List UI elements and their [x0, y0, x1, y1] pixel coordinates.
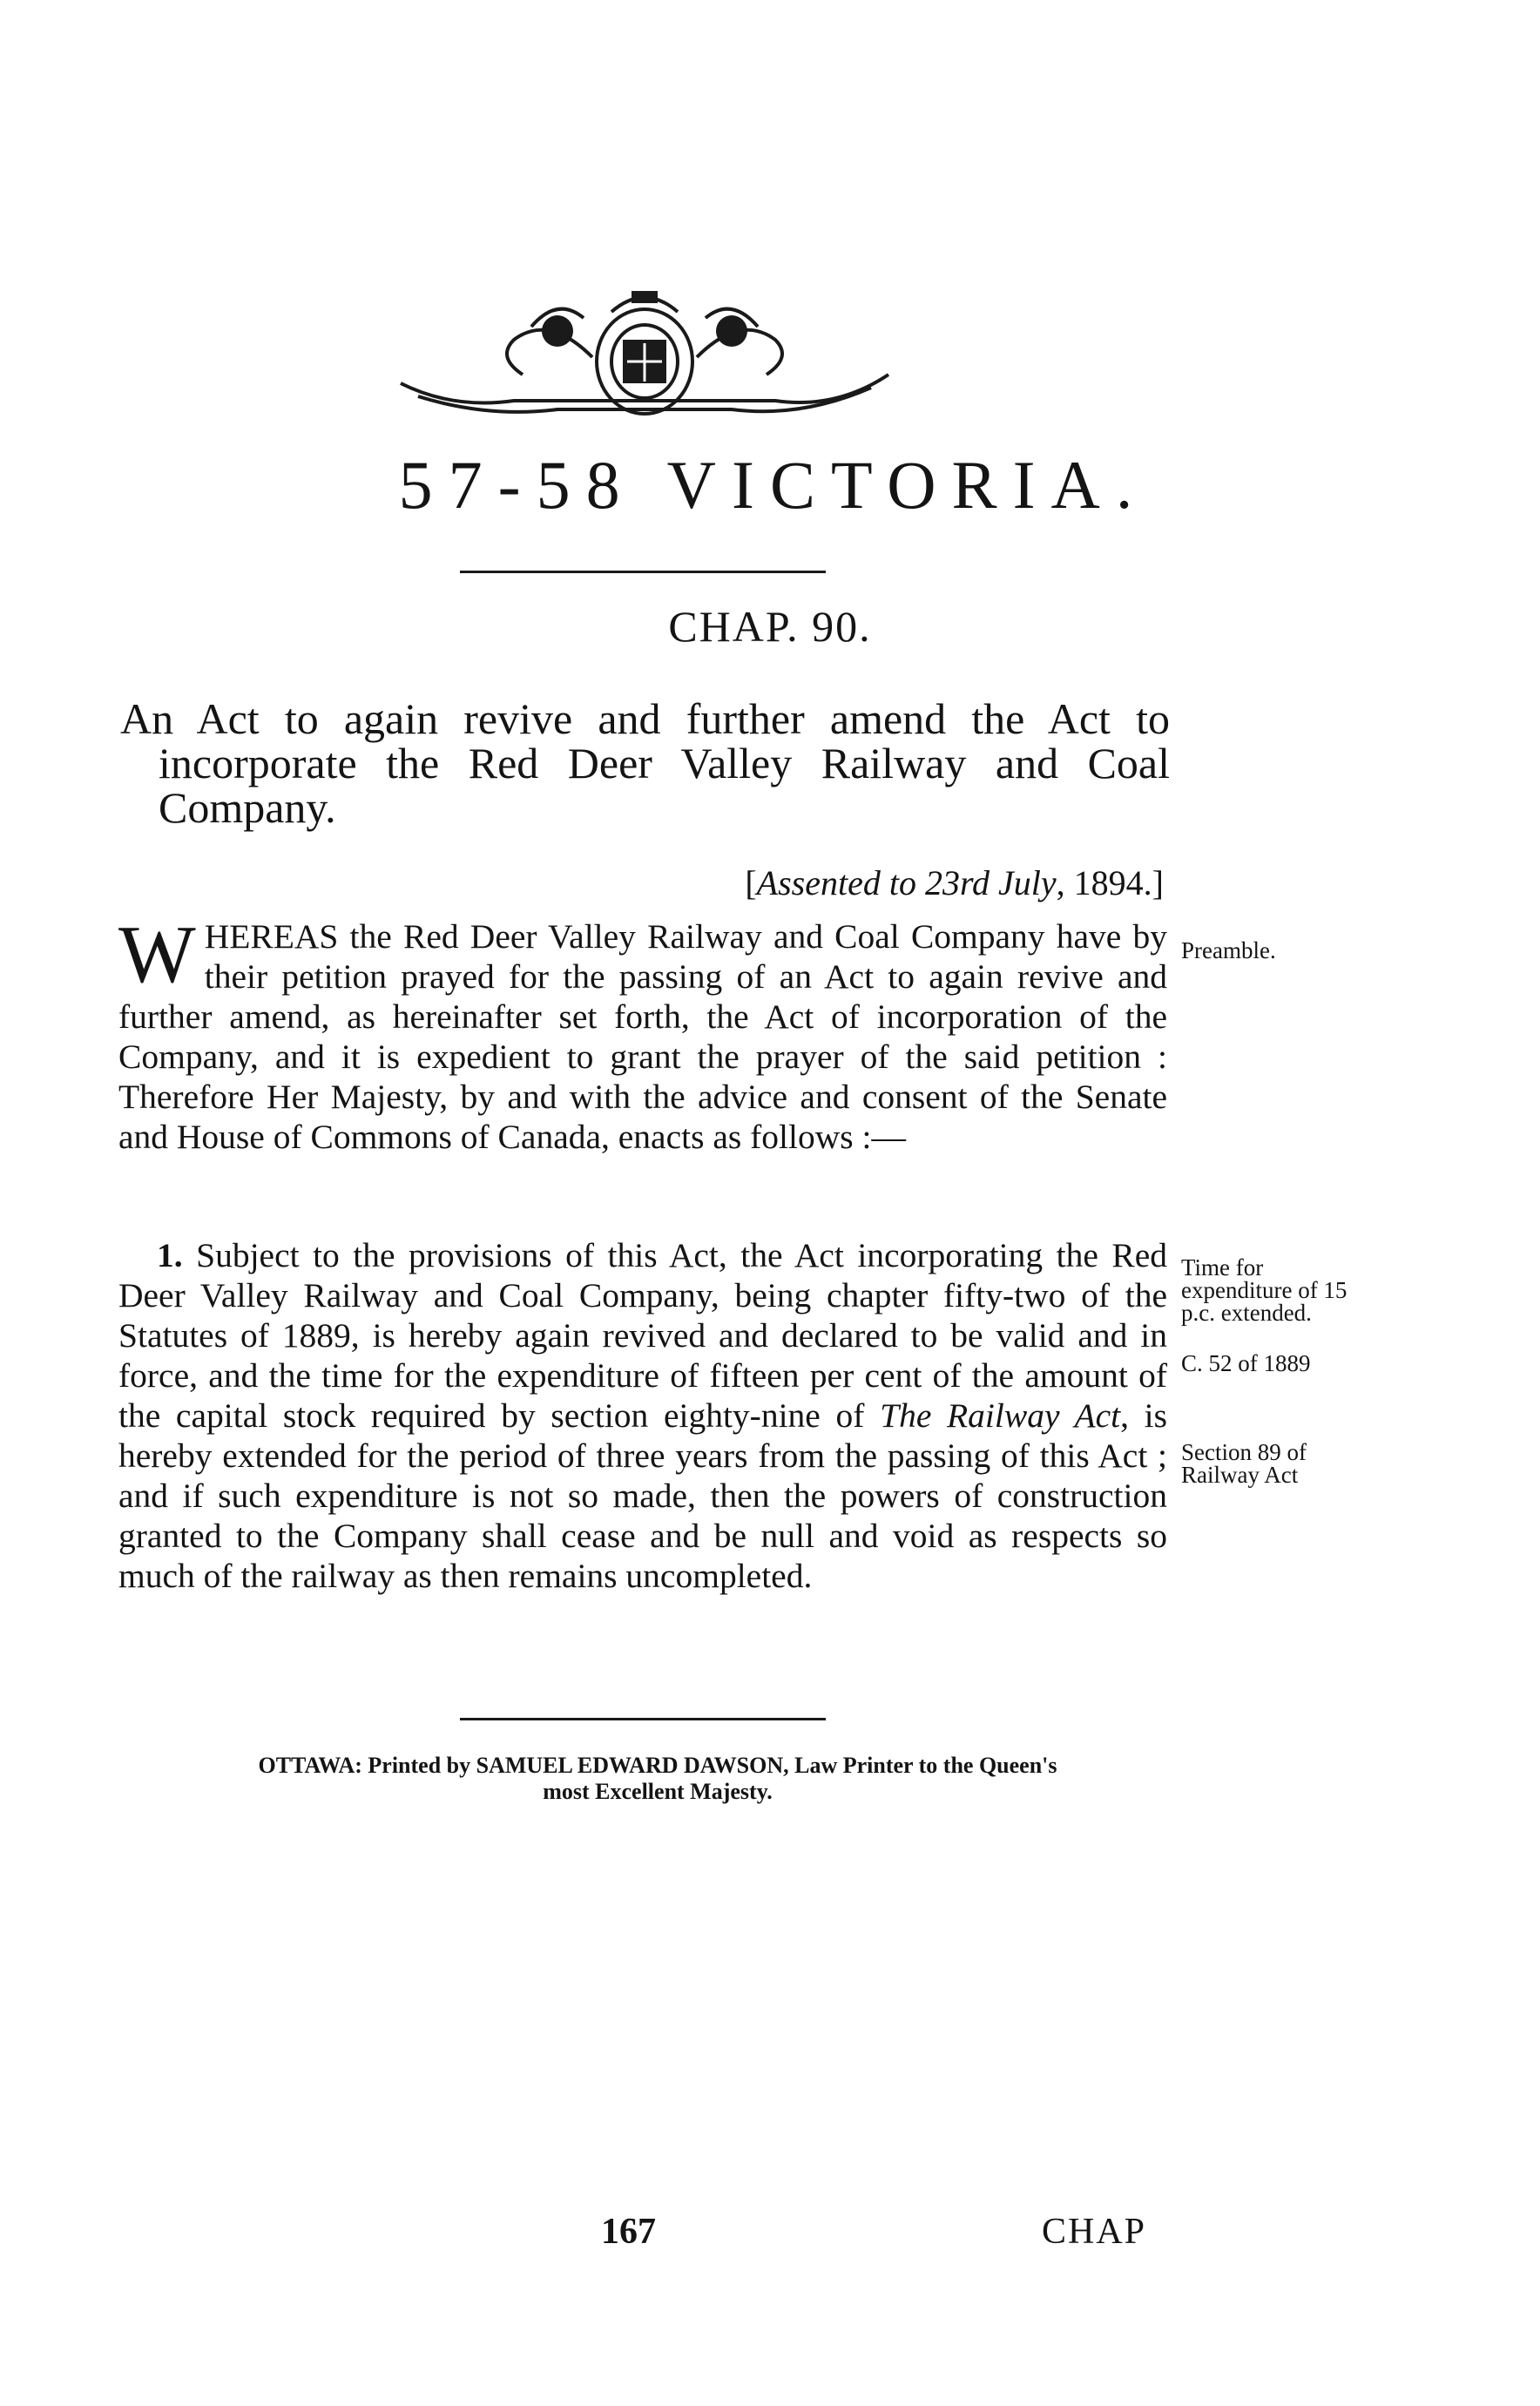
- section-number: 1.: [157, 1236, 183, 1274]
- section-text-a: Subject to the provisions of this Act, the Act incorporating the Red Deer Valley Railway and Coal Company, being chapter fifty-two of the Statutes of 1889, is hereby again revived and declared to be valid and in force, and the time for the expenditure of fifteen per cent of the amount of the capital stock required by section eighty-nine of: [118, 1236, 1167, 1435]
- royal-coat-of-arms-icon: [383, 279, 906, 427]
- divider-rule: [460, 1718, 826, 1720]
- page-number: 167: [601, 2212, 656, 2252]
- chapter-heading: CHAP. 90.: [668, 602, 872, 651]
- margin-note-time: Time for expenditure of 15 p.c. extended.: [1181, 1254, 1348, 1326]
- preamble-text: HEREAS the Red Deer Valley Railway and Coal Company have by their petition prayed for the passing of an Act to again revive and further amend, as hereinafter set forth, the Act of incorporation of the Company, and it is expedient to grant the prayer of the said petition : Therefore Her Majesty, by and with the advice and consent of the Senate and House of Commons of Canada, enacts as follows :—: [118, 917, 1167, 1156]
- margin-note-section-ref: Section 89 of Railway Act: [1181, 1439, 1307, 1488]
- regnal-year-heading: 57-58 VICTORIA.: [398, 447, 1149, 523]
- assent-year: , 1894.: [1056, 863, 1152, 902]
- preamble-paragraph: [118, 909, 1167, 1157]
- section-text-b: , is hereby extended for the period of three years from the passing of this Act ; and if such expenditure is not so made, then the powers of construction granted to the Company shall cease and be null and void as respects so much of the railway as then remains uncompleted.: [118, 1396, 1167, 1595]
- act-title: An Act to again revive and further amend the Act to incorporate the Red Deer Valley Railway and Coal Company.: [120, 694, 1170, 832]
- drop-cap: W: [118, 909, 196, 1000]
- margin-note-chapter-ref: C. 52 of 1889: [1181, 1350, 1311, 1376]
- catchword: CHAP: [1042, 2212, 1147, 2252]
- imprint-line-2: most Excellent Majesty.: [543, 1779, 773, 1804]
- margin-note-preamble: Preamble.: [1181, 937, 1276, 963]
- assent-prefix: Assented to: [756, 863, 916, 902]
- printer-imprint: [148, 1753, 1167, 1805]
- imprint-line-1: OTTAWA: Printed by SAMUEL EDWARD DAWSON, Law Printer to the Queen's: [258, 1753, 1057, 1778]
- assent-line: [Assented to 23rd July, 1894.]: [745, 863, 1164, 902]
- assent-date: 23rd July: [924, 863, 1057, 902]
- divider-rule: [460, 571, 826, 573]
- railway-act-name: The Railway Act: [880, 1396, 1121, 1435]
- section-1-paragraph: [118, 1235, 1167, 1596]
